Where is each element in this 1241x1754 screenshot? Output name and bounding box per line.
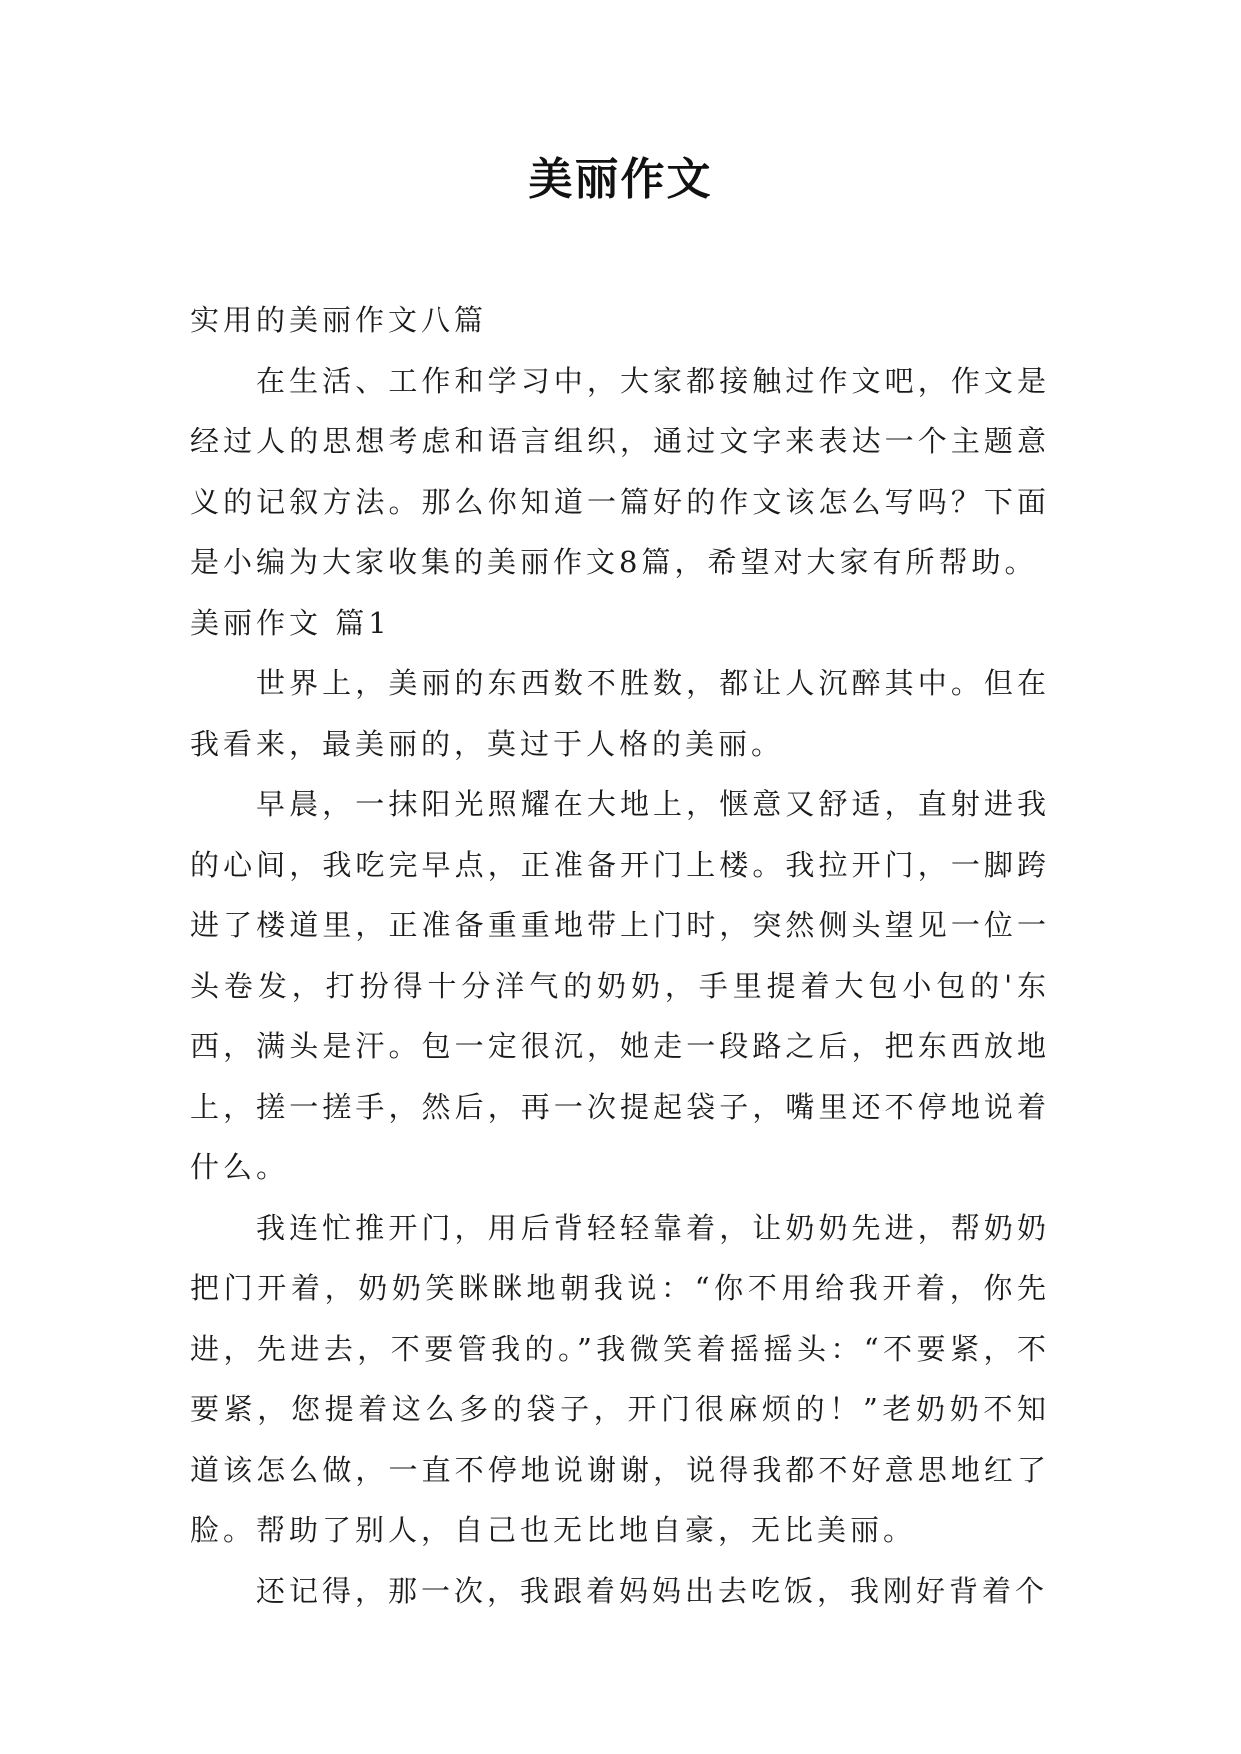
body-paragraph: 我连忙推开门，用后背轻轻靠着，让奶奶先进，帮奶奶把门开着，奶奶笑眯眯地朝我说：“你不用给我开着，你先进，先进去，不要管我的。”我微笑着摇摇头：“不要紧，不要紧，您提着这么多的袋子，开门很麻烦的！”老奶奶不知道该怎么做，一直不停地说谢谢，说得我都不好意思地红了脸。帮助了别人，自己也无比地自豪，无比美丽。 — [190, 1210, 1050, 1547]
document-subtitle: 实用的美丽作文八篇 — [190, 303, 488, 337]
intro-paragraph: 在生活、工作和学习中，大家都接触过作文吧，作文是经过人的思想考虑和语言组织，通过文字来表达一个主题意义的记叙方法。那么你知道一篇好的作文该怎么写吗？下面是小编为大家收集的美丽作文8篇，希望对大家有所帮助。 — [190, 363, 1050, 579]
body-paragraph: 还记得，那一次，我跟着妈妈出去吃饭，我刚好背着个 — [256, 1573, 1049, 1608]
section-heading: 美丽作文 篇1 — [190, 605, 391, 640]
document-title: 美丽作文 — [528, 154, 713, 205]
body-paragraph: 早晨，一抹阳光照耀在大地上，惬意又舒适，直射进我的心间，我吃完早点，正准备开门上楼。我拉开门，一脚跨进了楼道里，正准备重重地带上门时，突然侧头望见一位一头卷发，打扮得十分洋气的奶奶，手里提着大包小包的'东西，满头是汗。包一定很沉，她走一段路之后，把东西放地上，搓一搓手，然后，再一次提起袋子，嘴里还不停地说着什么。 — [190, 787, 1050, 1184]
body-paragraph: 世界上，美丽的东西数不胜数，都让人沉醉其中。但在我看来，最美丽的，莫过于人格的美丽。 — [190, 666, 1050, 761]
document-body — [190, 290, 1050, 1621]
